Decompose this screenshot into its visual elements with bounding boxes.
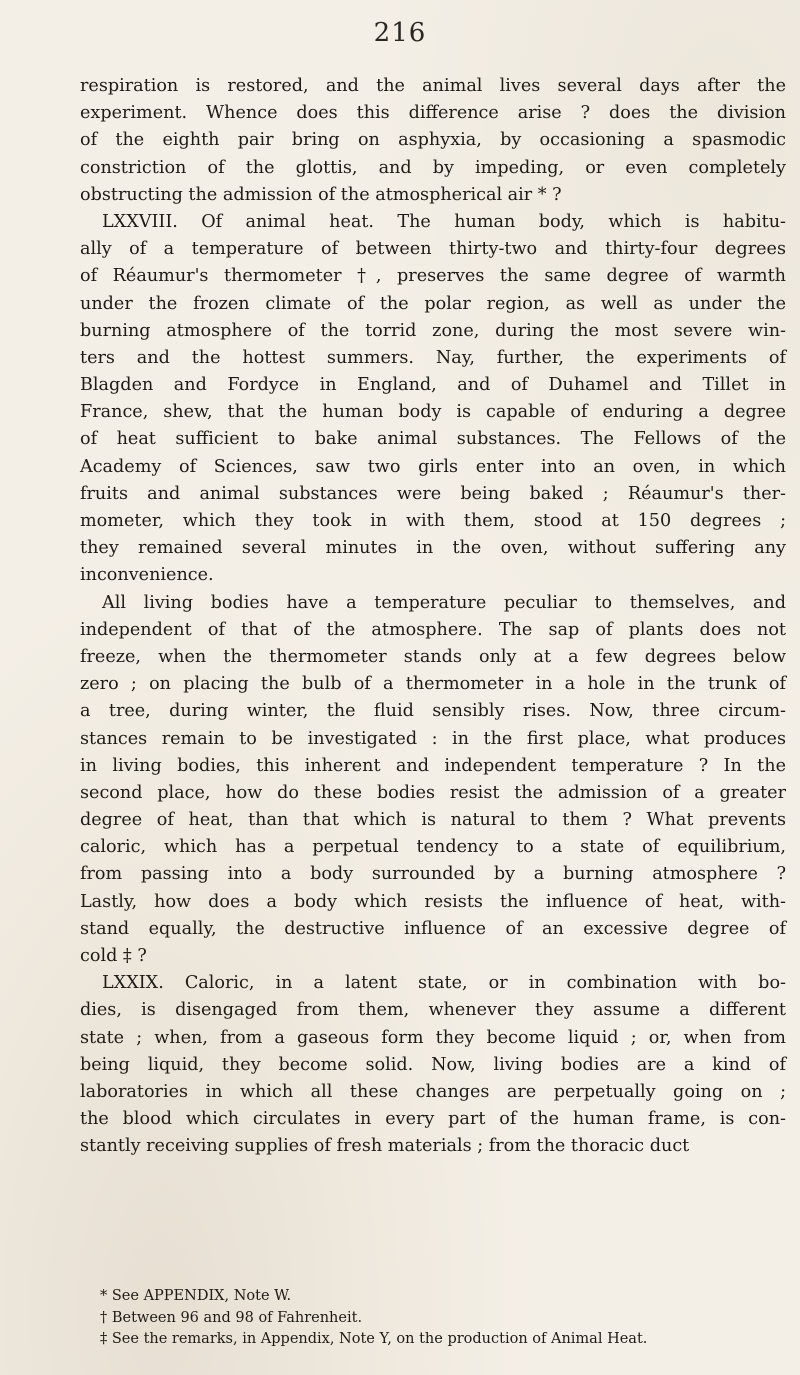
text-line: they remained several minutes in the oven, without suffering any xyxy=(80,538,786,559)
text-line: stances remain to be investigated : in the first place, what produces xyxy=(80,728,786,749)
page-number: 216 xyxy=(373,18,427,48)
text-line: constriction of the glottis, and by impeding, or even completely xyxy=(80,157,786,178)
footnote: ‡ See the remarks, in Appendix, Note Y, on the production of Animal Heat. xyxy=(100,1331,648,1347)
text-line: ally of a temperature of between thirty-two and thirty-four degrees xyxy=(80,239,786,260)
text-line: stand equally, the destructive influence of an excessive degree of xyxy=(80,918,786,939)
text-line: freeze, when the thermometer stands only at a few degrees below xyxy=(80,646,786,667)
text-line: caloric, which has a perpetual tendency to a state of equilibrium, xyxy=(80,837,786,858)
text-line: of heat sufficient to bake animal substances. The Fellows of the xyxy=(80,429,786,450)
text-line: LXXVIII. Of animal heat. The human body, which is habitu- xyxy=(102,211,786,232)
text-line: a tree, during winter, the fluid sensibly rises. Now, three circum- xyxy=(80,701,786,722)
text-line: respiration is restored, and the animal lives several days after the xyxy=(80,76,786,96)
text-line: ters and the hottest summers. Nay, further, the experiments of xyxy=(80,347,786,368)
text-line: LXXIX. Caloric, in a latent state, or in combination with bo- xyxy=(102,973,786,994)
text-line: obstructing the admission of the atmospherical air * ? xyxy=(80,184,562,205)
text-line: of the eighth pair bring on asphyxia, by occasioning a spasmodic xyxy=(80,130,786,151)
text-line: France, shew, that the human body is capable of enduring a degree xyxy=(80,402,786,423)
text-line: burning atmosphere of the torrid zone, during the most severe win- xyxy=(80,320,786,341)
text-line: being liquid, they become solid. Now, living bodies are a kind of xyxy=(80,1054,786,1075)
text-line: fruits and animal substances were being baked ; Réaumur's ther- xyxy=(80,483,786,504)
footnote: † Between 96 and 98 of Fahrenheit. xyxy=(100,1309,363,1326)
text-line: All living bodies have a temperature peculiar to themselves, and xyxy=(102,592,786,613)
text-line: Lastly, how does a body which resists the influence of heat, with- xyxy=(80,891,786,912)
text-line: cold ‡ ? xyxy=(80,946,147,966)
body-text xyxy=(80,73,786,1161)
text-line: in living bodies, this inherent and independent temperature ? In the xyxy=(80,755,786,776)
text-line: the blood which circulates in every part of the human frame, is con- xyxy=(80,1109,786,1130)
text-line: inconvenience. xyxy=(80,565,214,586)
text-line: independent of that of the atmosphere. The sap of plants does not xyxy=(80,619,786,640)
text-line: zero ; on placing the bulb of a thermometer in a hole in the trunk of xyxy=(80,674,786,695)
text-line: mometer, which they took in with them, stood at 150 degrees ; xyxy=(80,511,786,531)
text-line: Academy of Sciences, saw two girls enter into an oven, in which xyxy=(80,456,786,477)
text-line: stantly receiving supplies of fresh materials ; from the thoracic duct xyxy=(80,1136,690,1157)
text-line: of Réaumur's thermometer †, preserves the same degree of warmth xyxy=(80,266,786,287)
text-line: state ; when, from a gaseous form they become liquid ; or, when from xyxy=(80,1027,786,1048)
text-line: second place, how do these bodies resist the admission of a greater xyxy=(80,782,786,803)
text-line: experiment. Whence does this difference arise ? does the division xyxy=(80,103,786,124)
footnote: * See APPENDIX, Note W. xyxy=(100,1288,292,1304)
text-line: dies, is disengaged from them, whenever they assume a different xyxy=(80,1000,786,1021)
text-line: laboratories in which all these changes are perpetually going on ; xyxy=(80,1081,786,1102)
text-line: from passing into a body surrounded by a burning atmosphere ? xyxy=(80,864,786,885)
footnotes xyxy=(80,1286,790,1351)
text-line: under the frozen climate of the polar region, as well as under the xyxy=(80,293,786,314)
text-line: Blagden and Fordyce in England, and of Duhamel and Tillet in xyxy=(80,375,786,396)
text-line: degree of heat, than that which is natural to them ? What prevents xyxy=(80,810,786,831)
